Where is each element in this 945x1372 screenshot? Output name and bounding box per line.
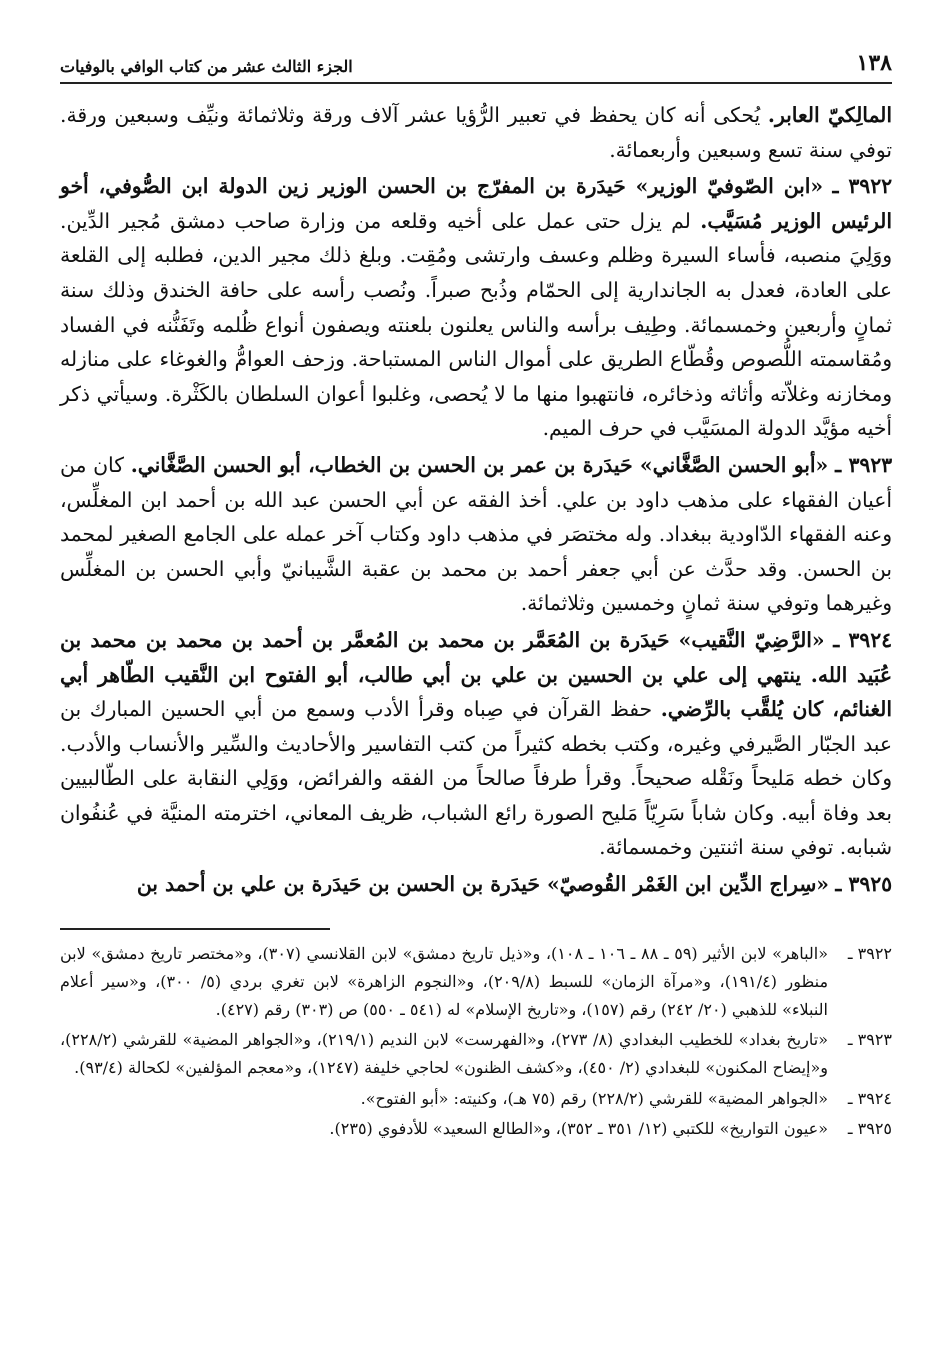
footnote-3925 [60, 1115, 892, 1143]
footnote-text: «عيون التواريخ» للكتبي (١٢/ ٣٥١ ـ ٣٥٢)، و«الطالع السعيد» للأدفوي (٢٣٥). [329, 1118, 828, 1138]
footnote-separator [60, 928, 330, 930]
entry-text: لم يزل حتى عمل على أخيه وقلعه من وزارة صاحب دمشق مُجير الدِّين. ووَلِيَ منصبه، فأساء السيرة وظلم وعسف وارتشى ومُقِت. وبلغ ذلك مجير الدين، فطلبه إلى القلعة على العادة، فعدل به الجاندارية إلى الحمّام وذُبح صبراً. ونُصب رأسه على حافة الخندق وذلك سنة ثمانٍ وأربعين وخمسمائة. وطِيف برأسه والناس يعلنون بلعنته ويصفون أنواع ظُلمه وتَفَنُّنه في الفساد ومُقاسمته اللُّصوص وقُطّاع الطريق على أموال الناس المستباحة. وزحف العوامُّ والغوغاء على منازله ومخازنه وغلاّته وأثاثه وذخائره، فانتهبوا منها ما لا يُحصى، وغلبوا أعوان السلطان بالكَثْرة. وسيأتي ذكر أخيه مؤيَّد الدولة المسَيَّب في حرف الميم. [60, 208, 892, 441]
entry-text: كان من أعيان الفقهاء على مذهب داود بن علي. أخذ الفقه عن أبي الحسن عبد الله بن أحمد ابن المغلِّس، وعنه الفقهاء الدّاودية ببغداد. وله مختصَر في مذهب داود وكتاب آخر عمله على الجامع الصغير لمحمد بن الحسن. وقد حدَّث عن أبي جعفر أحمد بن محمد بن عقبة الشَّيبانيّ وأبي الحسن بن المغلِّس وغيرهما وتوفي سنة ثمانٍ وخمسين وثلاثمائة. [60, 452, 892, 616]
continuation-heading: المالِكيّ العابر. [767, 103, 892, 127]
entry-number: ٣٩٢٤ ـ [833, 627, 892, 652]
entry-number: ٣٩٢٥ ـ [835, 872, 892, 897]
footnote-3923 [60, 1026, 892, 1082]
entry-heading: «سِراج الدِّين ابن الغَمْر القُوصيّ» حَيدَرة بن الحسن بن حَيدَرة بن علي بن أحمد بن [136, 872, 829, 897]
entry-3925 [60, 867, 892, 902]
entry-heading: «أبو الحسن الصَّغَّاني» حَيدَرة بن عمر بن الحسن بن الخطاب، أبو الحسن الصَّغَّاني. [130, 452, 829, 477]
entry-heading: «ابن الصّوفيّ الوزير» حَيدَرة بن المفرّج بن الحسن الوزير زين الدولة ابن الصُّوفي، أخو الرئيس الوزير مُسَيَّب. [60, 174, 892, 233]
footnote-3922 [60, 940, 892, 1025]
footnote-number: ٣٩٢٣ ـ [847, 1030, 892, 1050]
page-number: ١٣٨ [856, 50, 892, 76]
footnote-number: ٣٩٢٢ ـ [847, 943, 892, 963]
main-text [60, 98, 892, 902]
continuation-paragraph [60, 98, 892, 167]
running-head [60, 34, 892, 84]
entry-heading: «الرَّضِيّ النَّقيب» حَيدَرة بن المُعَمَّر بن محمد بن المُعمَّر بن أحمد بن محمد بن محمد بن عُبَيد الله. ينتهي إلى علي بن الحسين بن علي بن أبي طالب، أبو الفتوح ابن النَّقيب الطّاهر أبي الغنائم، كان يُلقَّب بالرِّضي. [60, 627, 892, 722]
footnote-3924 [60, 1085, 892, 1113]
footnotes [60, 940, 892, 1143]
footnote-text: «الباهر» لابن الأثير (٥٩ ـ ٨٨ ـ ١٠٦ ـ ١٠٨)، و«ذيل تاريخ دمشق» لابن القلانسي (٣٠٧)، و«مختصر تاريخ دمشق» لابن منظور (١٩١/٤)، و«مرآة الزمان» للسبط (٢٠٩/٨)، و«النجوم الزاهرة» لابن تغري بردي (٥/ ٣٠٠)، و«سير أعلام النبلاء» للذهبي (٢٠/ ٢٤٢) رقم (١٥٧)، و«تاريخ الإسلام» له (٥٤١ ـ ٥٥٠) ص (٣٠٣) رقم (٤٢٧). [60, 943, 829, 1020]
document-page [60, 34, 892, 1344]
entry-3922 [60, 169, 892, 446]
footnote-number: ٣٩٢٥ ـ [847, 1118, 892, 1138]
footnote-number: ٣٩٢٤ ـ [847, 1088, 892, 1108]
entry-3924 [60, 623, 892, 865]
entry-3923 [60, 448, 892, 621]
footnote-text: «الجواهر المضية» للقرشي (٢٢٨/٢) رقم (٧٥ هـ)، وكنيته: «أبو الفتوح». [360, 1088, 828, 1108]
continuation-text: يُحكى أنه كان يحفظ في تعبير الرُّؤيا عشر آلاف ورقة وثلاثمائة ونيِّف وسبعين ورقة. توفي سنة تسع وسبعين وأربعمائة. [60, 103, 892, 162]
entry-number: ٣٩٢٢ ـ [832, 174, 892, 199]
footnote-text: «تاريخ بغداد» للخطيب البغدادي (٨/ ٢٧٣)، و«الفهرست» لابن النديم (٢١٩/١)، و«الجواهر المضية» للقرشي (٢٢٨/٢)، و«إيضاح المكنون» للبغدادي (٢/ ٤٥٠)، و«كشف الظنون» لحاجي خليفة (١٢٤٧)، و«معجم المؤلفين» لكحالة (٩٣/٤). [60, 1030, 829, 1078]
entry-number: ٣٩٢٣ ـ [835, 452, 893, 477]
book-title: الجزء الثالث عشر من كتاب الوافي بالوفيات [60, 57, 353, 76]
entry-text: حفظ القرآن في صِباه وقرأ الأدب وسمع من أبي الحسين المبارك بن عبد الجبّار الصَّيرفي وغيره، وكتب بخطه كثيراً من كتب التفاسير والأحاديث والسِّير والأنساب والأدب. وكان خطه مَليحاً ونَقْله صحيحاً. وقرأ طرفاً صالحاً من الفقه والفرائض، ووَلِي النقابة على الطّالبيين بعد وفاة أبيه. وكان شاباً سَرِيّاً مَليح الصورة رائع الشباب، ظريف المعاني، اخترمته المنيَّة في عُنفُوان شبابه. توفي سنة اثنتين وخمسمائة. [60, 697, 892, 860]
